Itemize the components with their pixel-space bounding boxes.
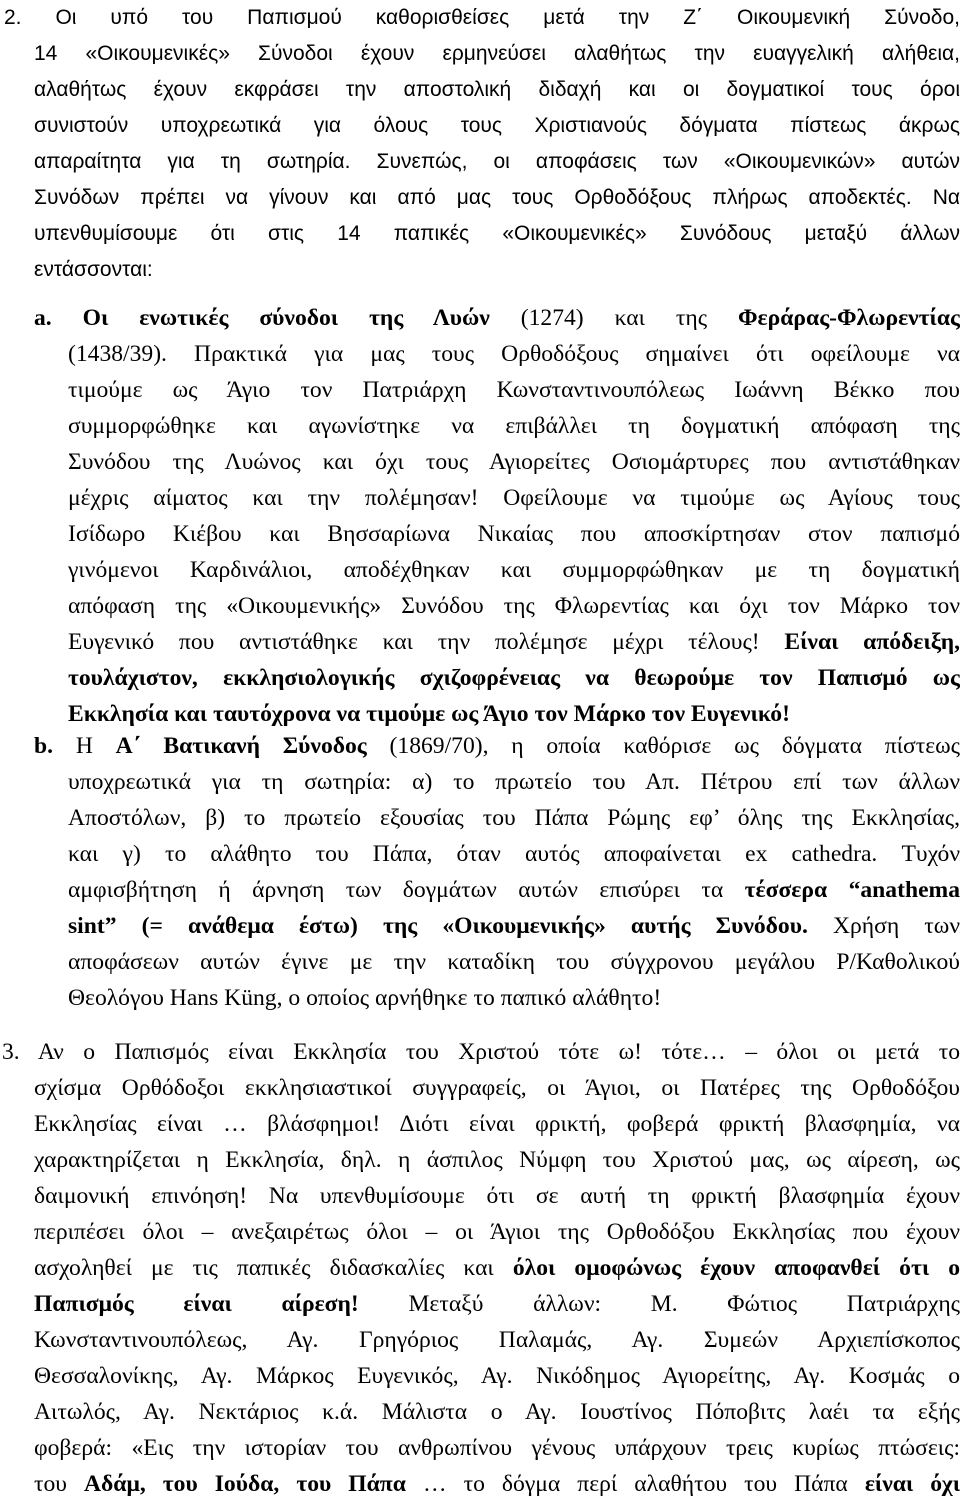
paragraph-line: 3. Αν ο Παπισμός είναι Εκκλησία του Χριστού τότε ω! τότε… – όλοι οι μετά το (2, 1039, 960, 1065)
item-a (0, 300, 960, 732)
text-span: αμφισβήτηση ή άρνηση των δογμάτων αυτών επισύρει τα (68, 877, 745, 903)
paragraph-line: και γ) το αλάθητο του Πάπα, όταν αυτός αποφαίνεται ex cathedra. Τυχόν (68, 841, 960, 867)
paragraph-line (34, 1466, 960, 1502)
paragraph-line: Θεσσαλονίκης, Αγ. Μάρκος Ευγενικός, Αγ. Νικόδημος Αγιορείτης, Αγ. Κοσμάς ο (34, 1363, 960, 1389)
text-span: Ευγενικό που αντιστάθηκε και την πολέμησε μέχρι τέλους! (68, 629, 785, 655)
paragraph-line: γινόμενοι Καρδινάλιοι, αποδέχθηκαν και συμμορφώθηκαν με τη δογματική (68, 557, 960, 583)
paragraph-line: αποφάσεων αυτών έγινε με την καταδίκη του σύγχρονου μεγάλου Ρ/Καθολικού (68, 949, 960, 975)
paragraph-line: δαιμονική επινόηση! Να υπενθυμίσουμε ότι σε αυτή τη φρικτή βλασφημία έχουν (34, 1183, 960, 1209)
paragraph-line: χαρακτηρίζεται η Εκκλησία, δηλ. η άσπιλος Νύμφη του Χριστού μας, ως αίρεση, ως (34, 1147, 960, 1173)
paragraph-line (34, 1286, 960, 1322)
paragraph-line: περιπέσει όλοι – ανεξαιρέτως όλοι – οι Άγιοι της Ορθοδόξου Εκκλησίας που έχουν (34, 1219, 960, 1245)
item-b (0, 728, 960, 1016)
paragraph-line: σχίσμα Ορθόδοξοι εκκλησιαστικοί συγγραφείς, οι Άγιοι, οι Πατέρες της Ορθοδόξου (34, 1075, 960, 1101)
paragraph-line (68, 660, 960, 696)
paragraph-line: 2. Οι υπό του Παπισμού καθορισθείσες μετά την Ζ΄ Οικουμενική Σύνοδο, (4, 6, 960, 29)
paragraph-line: απαραίτητα για τη σωτηρία. Συνεπώς, οι αποφάσεις των «Οικουμενικών» αυτών (34, 150, 960, 173)
text-span: Χρήση των (807, 913, 960, 939)
paragraph-line: απόφαση της «Οικουμενικής» Συνόδου της Φλωρεντίας και όχι τον Μάρκο τον (68, 593, 960, 619)
paragraph-line: Αιτωλός, Αγ. Νεκτάριος κ.ά. Μάλιστα ο Αγ. Ιουστίνος Πόποβιτς λαέι τα εξής (34, 1399, 960, 1425)
text-span: … το δόγμα περί αλαθήτου του Πάπα (405, 1471, 865, 1497)
list-marker: a. (34, 305, 52, 331)
paragraph-line: Θεολόγου Hans Küng, ο οποίος αρνήθηκε το παπικό αλάθητο! (68, 985, 662, 1011)
text-span: ασχοληθεί με τις παπικές διδασκαλίες και (34, 1255, 513, 1281)
paragraph-line: 14 «Οικουμενικές» Σύνοδοι έχουν ερμηνεύσει αλαθήτως την ευαγγελική αλήθεια, (34, 42, 960, 65)
emphasis-text: Παπισμός είναι αίρεση! (34, 1291, 359, 1317)
paragraph-line (34, 1250, 960, 1286)
paragraph-line: Αποστόλων, β) το πρωτείο εξουσίας του Πάπα Ρώμης εφ’ όλης της Εκκλησίας, (68, 805, 960, 831)
emphasis-text: όλοι ομοφώνως έχουν αποφανθεί ότι ο (512, 1255, 960, 1281)
paragraph-line: υπενθυμίσουμε ότι στις 14 παπικές «Οικουμενικές» Συνόδους μεταξύ άλλων (34, 222, 960, 245)
paragraph-line: τιμούμε ως Άγιο τον Πατριάρχη Κωνσταντινουπόλεως Ιωάννη Βέκκο που (68, 377, 960, 403)
term-vatican-council: Α΄ Βατικανή Σύνοδος (115, 733, 367, 759)
text-span: (1274) και της (489, 305, 738, 331)
paragraph-line: Κωνσταντινουπόλεως, Αγ. Γρηγόριος Παλαμάς, Αγ. Συμεών Αρχιεπίσκοπος (34, 1327, 960, 1353)
paragraph-line: Εκκλησίας είναι … βλάσφημοι! Διότι είναι φρικτή, φοβερά φρικτή βλασφημία, να (34, 1111, 960, 1137)
paragraph-line: φοβερά: «Εις την ιστορίαν του ανθρωπίνου γένους υπάρχουν τρεις κυρίως πτώσεις: (34, 1435, 960, 1461)
term-ferrara-florence: Φεράρας-Φλωρεντίας (738, 305, 960, 331)
emphasis-text: τουλάχιστον, εκκλησιολογικής σχιζοφρένειας να θεωρούμε τον Παπισμό ως (68, 665, 960, 691)
paragraph-line: Συνόδου της Λυώνος και όχι τους Αγιορείτες Οσιομάρτυρες που αντιστάθηκαν (68, 449, 960, 475)
text-span: Μεταξύ άλλων: Μ. Φώτιος Πατριάρχης (358, 1291, 960, 1317)
paragraph-line (68, 696, 960, 732)
section-2 (0, 0, 960, 288)
paragraph-line: Ισίδωρο Κιέβου και Βησσαρίωνα Νικαίας που αποσκίρτησαν στον παπισμό (68, 521, 960, 547)
text-span: Η (75, 733, 116, 759)
paragraph-line: εντάσσονται: (34, 258, 153, 281)
paragraph-line (68, 624, 960, 660)
list-marker: b. (34, 733, 54, 759)
paragraph-line: συνιστούν υποχρεωτικά για όλους τους Χριστιανούς δόγματα πίστεως άκρως (34, 114, 960, 137)
paragraph-line: Συνόδων πρέπει να γίνουν και από μας τους Ορθοδόξους πλήρως αποδεκτές. Να (34, 186, 960, 209)
emphasis-text: τέσσερα “anathema (744, 877, 960, 903)
item-b-heading-line (34, 728, 960, 764)
item-a-heading-line (34, 300, 960, 336)
paragraph-line: υποχρεωτικά για τη σωτηρία: α) το πρωτείο του Απ. Πέτρου επί των άλλων (68, 769, 960, 795)
term-unionist-synods: Οι ενωτικές σύνοδοι της Λυών (82, 305, 490, 331)
paragraph-line: (1438/39). Πρακτικά για μας τους Ορθοδόξους σημαίνει ότι οφείλουμε να (68, 341, 960, 367)
emphasis-text: Είναι απόδειξη, (784, 629, 960, 655)
section-3 (0, 1034, 960, 1502)
text-span: (1869/70), η οποία καθόρισε ως δόγματα πίστεως (366, 733, 960, 759)
paragraph-line: μέχρις αίματος και την πολέμησαν! Οφείλουμε να τιμούμε ως Αγίους τους (68, 485, 960, 511)
emphasis-text: sint” (= ανάθεμα έστω) της «Οικουμενικής» αυτής Συνόδου. (68, 913, 808, 939)
emphasis-text: είναι όχι (864, 1471, 960, 1497)
paragraph-line (68, 908, 960, 944)
text-span: του (34, 1471, 85, 1497)
paragraph-line: συμμορφώθηκε και αγωνίστηκε να επιβάλλει τη δογματική απόφαση της (68, 413, 960, 439)
emphasis-text: Αδάμ, του Ιούδα, του Πάπα (84, 1471, 406, 1497)
paragraph-line: αλαθήτως έχουν εκφράσει την αποστολική διδαχή και οι δογματικοί τους όροι (34, 78, 960, 101)
emphasis-text: Εκκλησία και ταυτόχρονα να τιμούμε ως Άγιο τον Μάρκο τον Ευγενικό! (68, 701, 790, 727)
paragraph-line (68, 872, 960, 908)
